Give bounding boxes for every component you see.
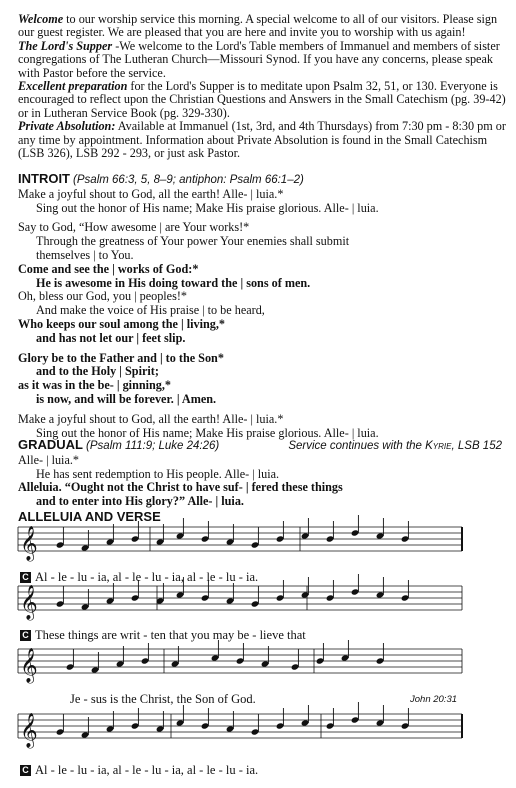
introit-line: themselves | to You. xyxy=(36,247,134,262)
private-absolution-paragraph: Private Absolution: Available at Immanuel (1st, 3rd, and 4th Thursdays) from 7:30 pm - 8:30 pm or any time by appointment. Information about Private Absolution is found in the Small Catechism (LSB 326), LSB 292 - 293, or just ask Pastor. xyxy=(18,119,506,161)
gradual-line: and to enter into His glory?” Alle- | luia. xyxy=(36,494,244,509)
alleluia-heading: ALLELUIA AND VERSE xyxy=(18,509,161,524)
lyrics-line-3: Je - sus is the Christ, the Son of God. xyxy=(70,692,256,706)
treble-clef-icon: 𝄞 xyxy=(20,585,38,620)
preparation-paragraph: Excellent preparation for the Lord's Supper is to meditate upon Psalm 32, 51, or 130. Everyone is encouraged to reflect upon the Christian Questions and Answers in the Small Catechism (pg. 39-42) or in Lutheran Service Book (pg. 329-330). xyxy=(18,79,506,120)
introit-line: And make the voice of His praise | to be heard, xyxy=(36,303,265,318)
introit-line: He is awesome in His doing toward the | sons of men. xyxy=(36,275,311,290)
gradual-line: Alle- | luia.* xyxy=(18,452,79,467)
introit-line: is now, and will be forever. | Amen. xyxy=(36,391,217,406)
congregation-mark: C xyxy=(20,572,31,583)
introit-line: Sing out the honor of His name; Make His praise glorious. Alle- | luia. xyxy=(36,200,379,215)
introit-line: Make a joyful shout to God, all the earth! Alle- | luia.* xyxy=(18,411,284,426)
gradual-heading: GRADUAL xyxy=(18,437,83,452)
treble-clef-icon: 𝄞 xyxy=(20,648,38,683)
gradual-line: He has sent redemption to His people. Alle- | luia. xyxy=(36,466,280,481)
introit-line: Who keeps our soul among the | living,* xyxy=(18,316,225,331)
introit-line: Glory be to the Father and | to the Son* xyxy=(18,350,224,365)
introit-line: Oh, bless our God, you | peoples!* xyxy=(18,289,187,304)
welcome-paragraph: Welcome to our worship service this morning. A special welcome to all of our visitors. Please sign our guest register. We are pleased that you are here and invite you to worship with us again! xyxy=(18,12,498,40)
introit-line: and to the Holy | Spirit; xyxy=(36,364,159,379)
congregation-mark: C xyxy=(20,630,31,641)
introit-line: as it was in the be- | ginning,* xyxy=(18,378,172,393)
introit-heading: INTROIT xyxy=(18,171,70,186)
treble-clef-icon: 𝄞 xyxy=(20,526,38,561)
introit-reference: (Psalm 66:3, 5, 8–9; antiphon: Psalm 66:1–2) xyxy=(73,174,304,186)
introit-line: Make a joyful shout to God, all the earth! Alle- | luia.* xyxy=(18,186,284,201)
congregation-mark: C xyxy=(20,765,31,776)
scripture-citation: John 20:31 xyxy=(410,694,458,705)
treble-clef-icon: 𝄞 xyxy=(20,713,38,748)
lyrics-line-1: C Al - le - lu - ia, al - le - lu - ia, al - le - lu - ia. xyxy=(20,570,258,585)
gradual-line: Alleluia. “Ought not the Christ to have suf- | fered these things xyxy=(18,480,343,495)
lyrics-line-4: C Al - le - lu - ia, al - le - lu - ia, al - le - lu - ia. xyxy=(20,763,258,778)
introit-line: Sing out the honor of His name; Make His praise glorious. Alle- | luia. xyxy=(36,425,379,440)
lyrics-line-2: C These things are writ - ten that you may be - lieve that xyxy=(20,628,306,643)
introit-line: and has not let our | feet slip. xyxy=(36,330,186,345)
gradual-reference: (Psalm 111:9; Luke 24:26) xyxy=(86,440,220,452)
introit-line: Come and see the | works of God:* xyxy=(18,261,199,276)
service-continues-note: Service continues with the Kyrie, LSB 152 xyxy=(288,440,502,453)
introit-line: Through the greatness of Your power Your enemies shall submit xyxy=(36,234,350,249)
lords-supper-paragraph: The Lord's Supper -We welcome to the Lord's Table members of Immanuel and members of sister congregations of The Lutheran Church—Missouri Synod. If you have any concerns, please speak with Pastor before the service. xyxy=(18,38,500,80)
introit-line: Say to God, “How awesome | are Your works!* xyxy=(18,220,250,235)
